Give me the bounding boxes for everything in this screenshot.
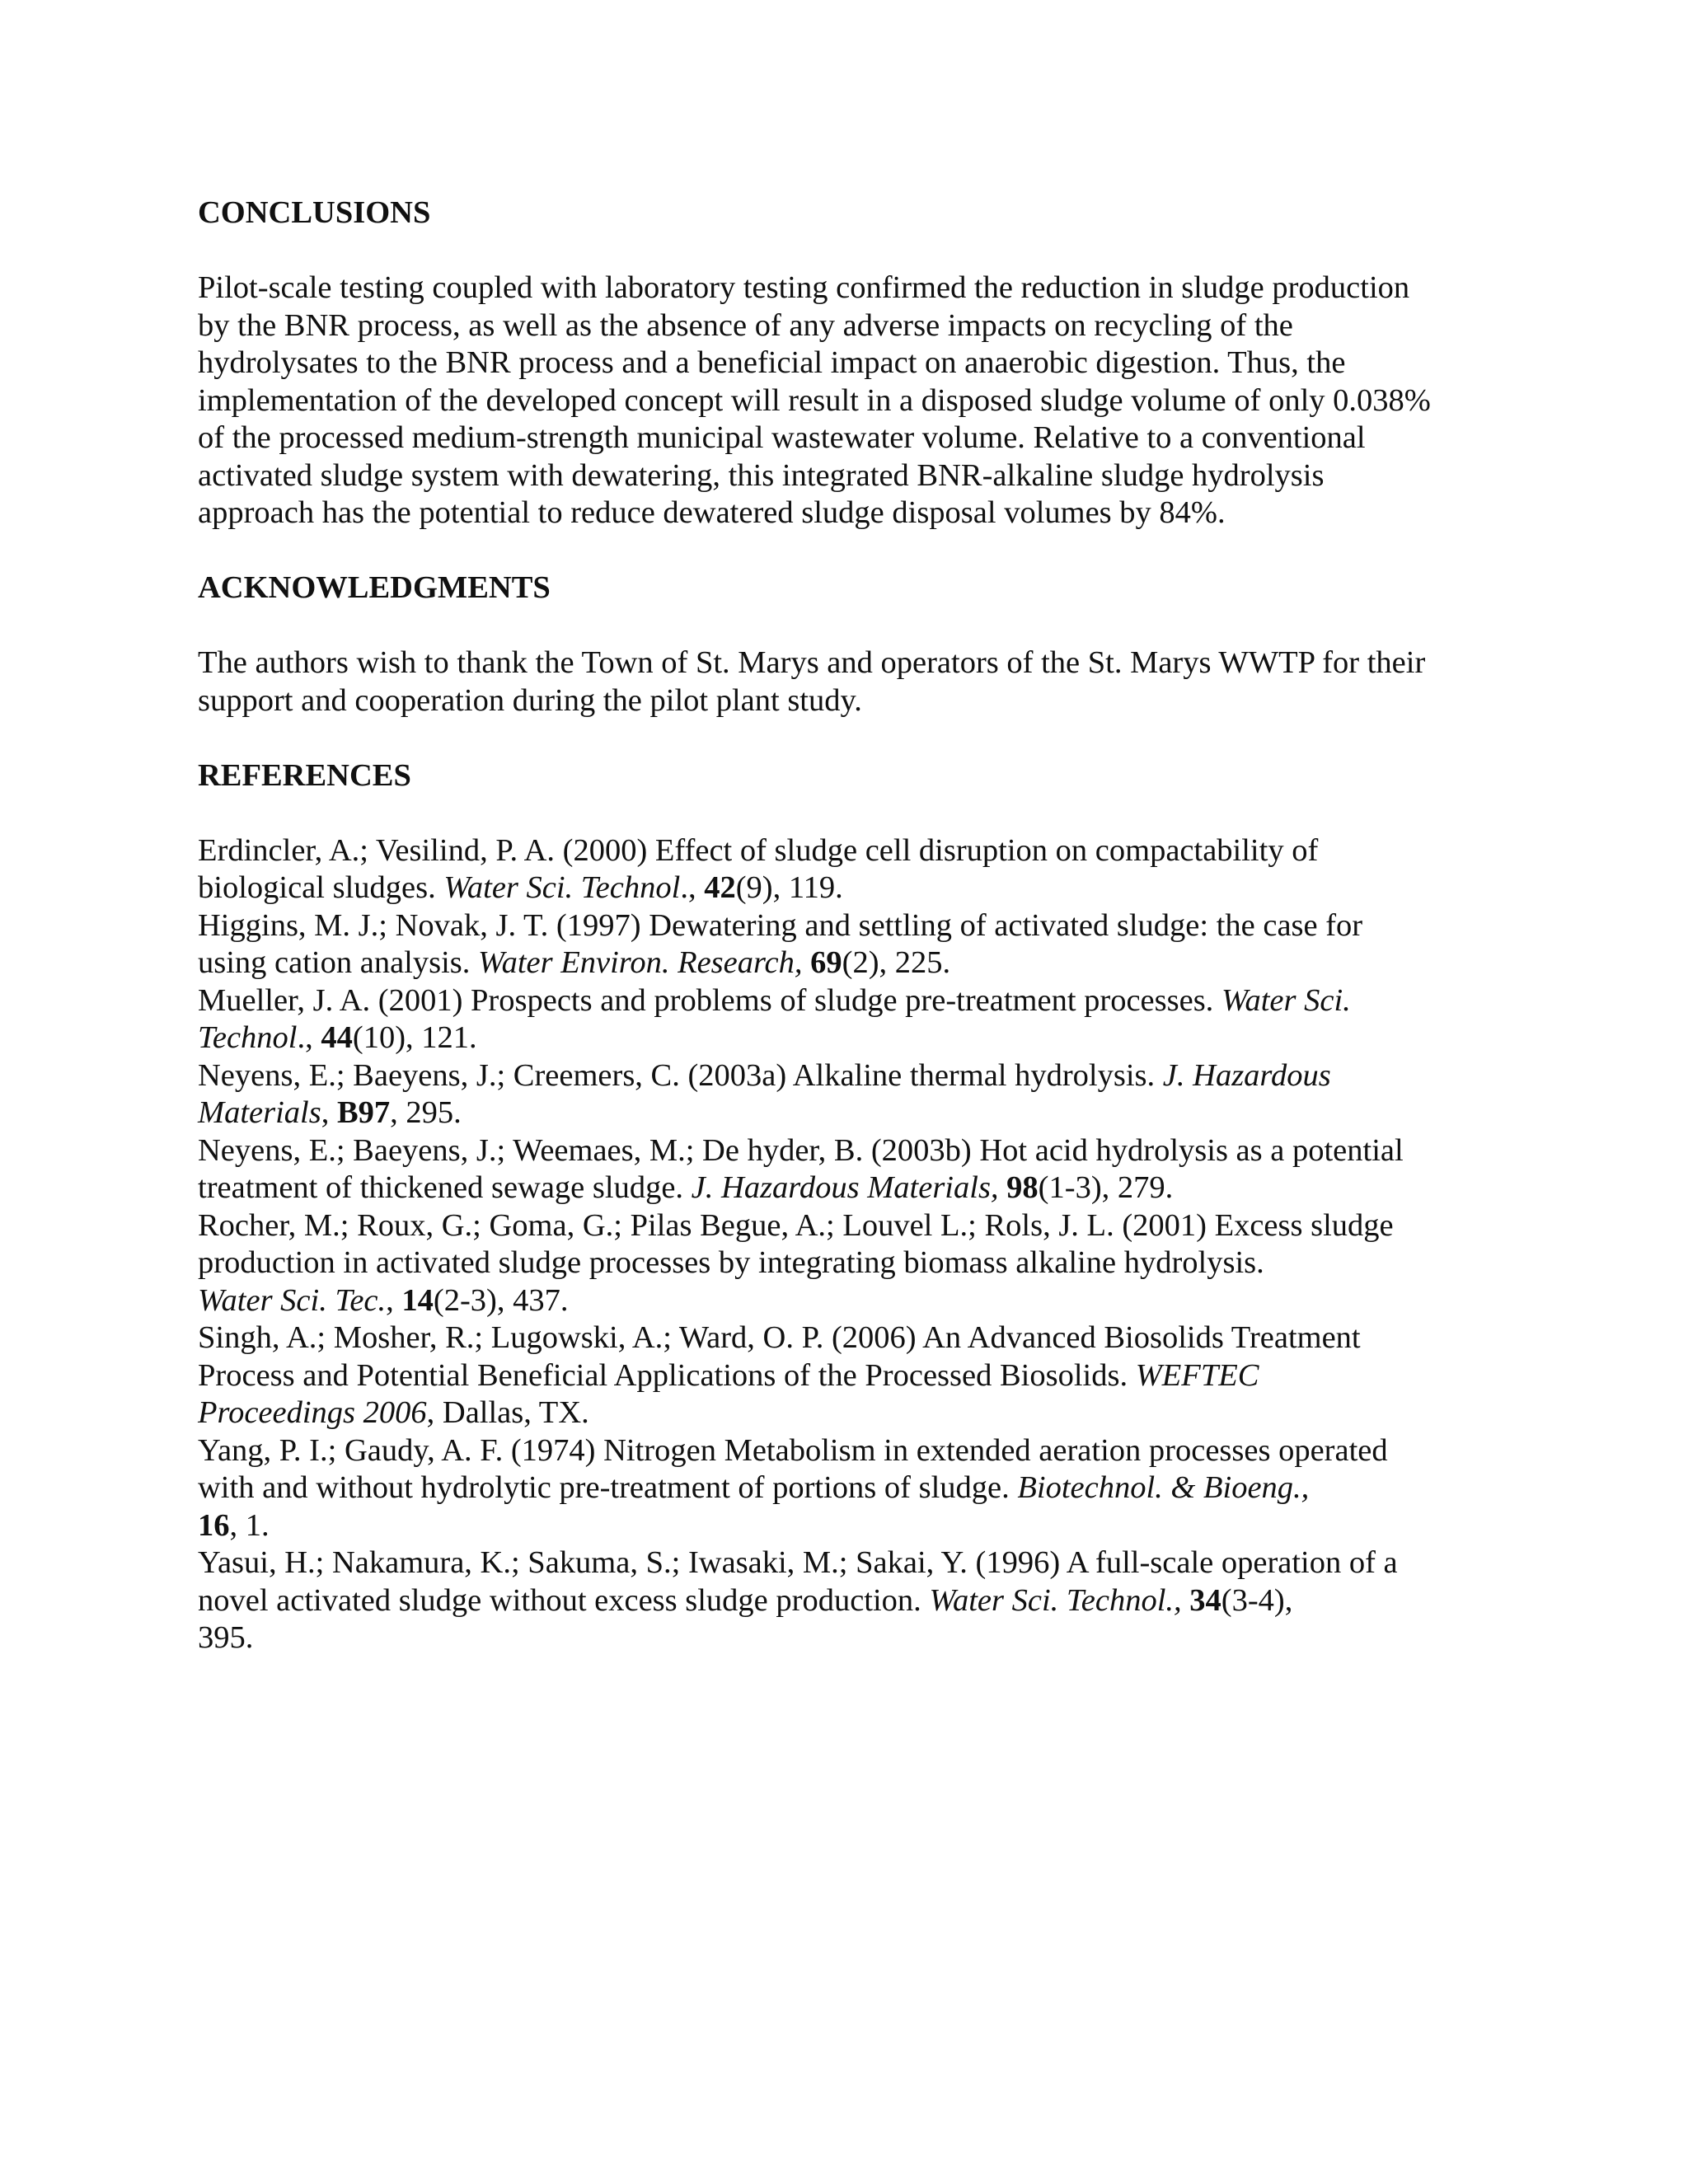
reference-text: (1-3), 279. bbox=[1038, 1170, 1174, 1205]
acknowledgments-paragraph bbox=[198, 644, 1517, 719]
conclusions-line: by the BNR process, as well as the absence of any adverse impacts on recycling of the bbox=[198, 307, 1293, 343]
conclusions-heading: CONCLUSIONS bbox=[198, 195, 431, 230]
reference-text: , bbox=[386, 1282, 402, 1318]
reference-text: treatment of thickened sewage sludge. bbox=[198, 1170, 692, 1205]
journal-name: Water Sci. Tec. bbox=[198, 1282, 387, 1318]
journal-name: Technol bbox=[198, 1020, 298, 1055]
reference-text: (10), 121. bbox=[352, 1020, 477, 1055]
spacer bbox=[198, 532, 1517, 570]
conclusions-line: hydrolysates to the BNR process and a beneficial impact on anaerobic digestion. Thus, the bbox=[198, 345, 1346, 380]
reference-line bbox=[198, 1282, 1517, 1320]
spacer bbox=[198, 794, 1517, 832]
reference-item bbox=[198, 1319, 1517, 1432]
acknowledgments-line: support and cooperation during the pilot plant study. bbox=[198, 682, 862, 718]
reference-line: Yang, P. I.; Gaudy, A. F. (1974) Nitrogen Metabolism in extended aeration processes operated bbox=[198, 1432, 1388, 1468]
journal-name: WEFTEC bbox=[1135, 1357, 1259, 1393]
reference-text: with and without hydrolytic pre-treatment of portions of sludge. bbox=[198, 1470, 1018, 1505]
reference-line: Rocher, M.; Roux, G.; Goma, G.; Pilas Begue, A.; Louvel L.; Rols, J. L. (2001) Excess sludge bbox=[198, 1207, 1394, 1243]
volume-number: 34 bbox=[1189, 1582, 1221, 1618]
reference-item bbox=[198, 1057, 1517, 1132]
reference-line: Singh, A.; Mosher, R.; Lugowski, A.; Ward, O. P. (2006) An Advanced Biosolids Treatment bbox=[198, 1320, 1361, 1355]
reference-text bbox=[1182, 1583, 1190, 1618]
reference-text: ., bbox=[297, 1020, 321, 1055]
reference-item bbox=[198, 1207, 1517, 1320]
reference-text: (9), 119. bbox=[735, 870, 843, 905]
reference-text: Process and Potential Beneficial Applications of the Processed Biosolids. bbox=[198, 1357, 1136, 1393]
reference-text bbox=[803, 945, 811, 980]
document-page bbox=[198, 194, 1517, 1657]
volume-number: 14 bbox=[401, 1282, 434, 1318]
reference-line: Erdincler, A.; Vesilind, P. A. (2000) Effect of sludge cell disruption on compactability of bbox=[198, 832, 1319, 868]
journal-name: J. Hazardous Materials, bbox=[691, 1170, 999, 1205]
reference-item bbox=[198, 1432, 1517, 1545]
volume-number: B97 bbox=[336, 1095, 391, 1130]
reference-text: ., bbox=[680, 870, 705, 905]
reference-line bbox=[198, 1357, 1517, 1395]
journal-name: Water Sci. bbox=[1221, 982, 1351, 1018]
reference-text bbox=[999, 1170, 1007, 1205]
journal-name: Biotechnol. & Bioeng., bbox=[1017, 1470, 1310, 1505]
reference-item bbox=[198, 982, 1517, 1057]
reference-line bbox=[198, 982, 1517, 1020]
volume-number: 42 bbox=[704, 870, 736, 905]
reference-line bbox=[198, 1169, 1517, 1207]
reference-text: (2-3), 437. bbox=[433, 1282, 569, 1318]
spacer bbox=[198, 719, 1517, 757]
reference-line bbox=[198, 1469, 1517, 1507]
conclusions-line: of the processed medium-strength municipal wastewater volume. Relative to a conventional bbox=[198, 420, 1366, 455]
reference-item bbox=[198, 1132, 1517, 1207]
conclusions-line: activated sludge system with dewatering, this integrated BNR-alkaline sludge hydrolysis bbox=[198, 457, 1325, 493]
conclusions-paragraph bbox=[198, 269, 1517, 532]
journal-name: Proceedings 2006 bbox=[198, 1395, 427, 1430]
reference-item bbox=[198, 832, 1517, 907]
journal-name: Water Sci. Technol., bbox=[929, 1582, 1182, 1618]
reference-line bbox=[198, 1094, 1517, 1132]
reference-text: , 295. bbox=[390, 1095, 462, 1130]
reference-text: , 1. bbox=[229, 1507, 270, 1543]
conclusions-line: Pilot-scale testing coupled with laboratory testing confirmed the reduction in sludge production bbox=[198, 270, 1410, 305]
reference-line bbox=[198, 1019, 1517, 1057]
spacer bbox=[198, 607, 1517, 645]
reference-line: Yasui, H.; Nakamura, K.; Sakuma, S.; Iwasaki, M.; Sakai, Y. (1996) A full-scale operation of a bbox=[198, 1545, 1398, 1580]
conclusions-line: approach has the potential to reduce dewatered sludge disposal volumes by 84%. bbox=[198, 495, 1226, 530]
journal-name: J. Hazardous bbox=[1162, 1057, 1331, 1093]
reference-line bbox=[198, 1057, 1517, 1095]
reference-line: Higgins, M. J.; Novak, J. T. (1997) Dewatering and settling of activated sludge: the case for bbox=[198, 907, 1363, 943]
reference-list bbox=[198, 832, 1517, 1657]
reference-text: , Dallas, TX. bbox=[426, 1395, 589, 1430]
reference-text: Mueller, J. A. (2001) Prospects and problems of sludge pre-treatment processes. bbox=[198, 982, 1221, 1018]
reference-line bbox=[198, 1507, 1517, 1545]
reference-line: Neyens, E.; Baeyens, J.; Weemaes, M.; De hyder, B. (2003b) Hot acid hydrolysis as a potential bbox=[198, 1132, 1404, 1168]
reference-line bbox=[198, 1582, 1517, 1620]
reference-line bbox=[198, 869, 1517, 907]
reference-line bbox=[198, 1394, 1517, 1432]
journal-name: Water Sci. Technol bbox=[443, 870, 681, 905]
volume-number: 69 bbox=[810, 945, 842, 980]
volume-number: 98 bbox=[1006, 1170, 1039, 1205]
reference-text: (3-4), bbox=[1221, 1582, 1293, 1618]
reference-line bbox=[198, 944, 1517, 982]
volume-number: 16 bbox=[198, 1507, 230, 1543]
reference-line: production in activated sludge processes by integrating biomass alkaline hydrolysis. bbox=[198, 1245, 1264, 1280]
acknowledgments-heading: ACKNOWLEDGMENTS bbox=[198, 570, 551, 605]
reference-line: 395. bbox=[198, 1620, 254, 1655]
reference-text: using cation analysis. bbox=[198, 945, 479, 980]
volume-number: 44 bbox=[321, 1020, 353, 1055]
reference-item bbox=[198, 1544, 1517, 1657]
reference-text: biological sludges. bbox=[198, 870, 444, 905]
references-heading: REFERENCES bbox=[198, 757, 411, 793]
reference-item bbox=[198, 907, 1517, 982]
reference-text: , bbox=[321, 1095, 337, 1130]
acknowledgments-line: The authors wish to thank the Town of St. Marys and operators of the St. Marys WWTP for their bbox=[198, 645, 1426, 680]
reference-text: (2), 225. bbox=[842, 945, 951, 980]
spacer bbox=[198, 232, 1517, 270]
reference-text: Neyens, E.; Baeyens, J.; Creemers, C. (2003a) Alkaline thermal hydrolysis. bbox=[198, 1057, 1163, 1093]
journal-name: Materials bbox=[198, 1095, 321, 1130]
journal-name: Water Environ. Research, bbox=[478, 945, 803, 980]
reference-text: novel activated sludge without excess sludge production. bbox=[198, 1582, 930, 1618]
conclusions-line: implementation of the developed concept will result in a disposed sludge volume of only 0.038% bbox=[198, 382, 1431, 418]
